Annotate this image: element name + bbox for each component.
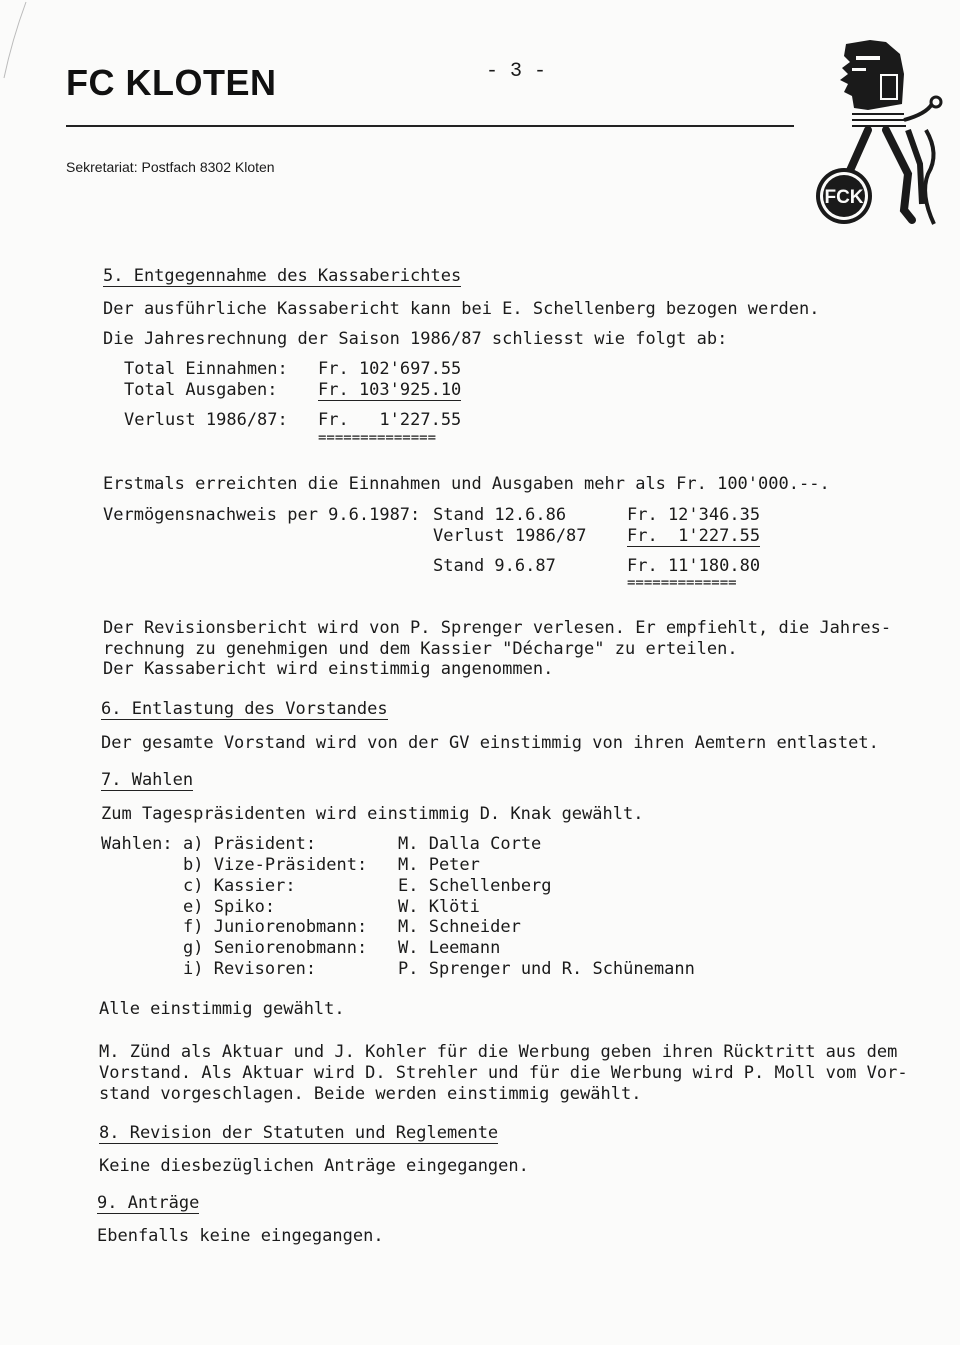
role-label: a) Präsident:: [183, 834, 317, 854]
section-9-heading: 9. Anträge: [97, 1193, 200, 1213]
s7-line-1: Zum Tagespräsidenten wird einstimmig D. Knak gewählt.: [101, 804, 644, 824]
s7-para-3: stand vorgeschlagen. Beide werden einstimmig gewählt.: [99, 1084, 642, 1104]
expense-label: Total Ausgaben:: [124, 380, 278, 400]
s5-line-3: Erstmals erreichten die Einnahmen und Ausgaben mehr als Fr. 100'000.--.: [103, 474, 830, 494]
page-number: - 3 -: [486, 60, 547, 83]
role-name: M. Dalla Corte: [398, 834, 542, 854]
alle-gewaehlt: Alle einstimmig gewählt.: [99, 999, 345, 1019]
stand-2-value: Fr. 11'180.80: [627, 556, 761, 576]
assets-label: Vermögensnachweis per 9.6.1987:: [103, 505, 421, 525]
loss-label: Verlust 1986/87:: [124, 410, 288, 430]
role-name: W. Leemann: [398, 938, 501, 958]
verlust-value: Fr. 1'227.55: [627, 526, 761, 546]
corner-mark: [0, 0, 30, 80]
income-label: Total Einnahmen:: [124, 359, 288, 379]
s6-line-1: Der gesamte Vorstand wird von der GV einstimmig von ihren Aemtern entlastet.: [101, 733, 879, 753]
double-rule-2: =============: [627, 575, 737, 591]
s5-line-1: Der ausführliche Kassabericht kann bei E. Schellenberg bezogen werden.: [103, 299, 820, 319]
role-name: E. Schellenberg: [398, 876, 552, 896]
stand-2-label: Stand 9.6.87: [433, 556, 556, 576]
role-label: g) Seniorenobmann:: [183, 938, 368, 958]
s7-para-2: Vorstand. Als Aktuar wird D. Strehler und für die Werbung wird P. Moll vom Vor-: [99, 1063, 908, 1083]
verlust-label: Verlust 1986/87: [433, 526, 587, 546]
role-label: b) Vize-Präsident:: [183, 855, 368, 875]
section-8-heading: 8. Revision der Statuten und Reglemente: [99, 1123, 499, 1143]
role-label: c) Kassier:: [183, 876, 296, 896]
role-name: W. Klöti: [398, 897, 480, 917]
header-rule: [66, 125, 794, 127]
secretariat-address: Sekretariat: Postfach 8302 Kloten: [66, 159, 275, 175]
section-6-heading: 6. Entlastung des Vorstandes: [101, 699, 388, 719]
club-name: FC KLOTEN: [66, 62, 277, 103]
expense-value: Fr. 103'925.10: [318, 380, 462, 400]
stand-1-label: Stand 12.6.86: [433, 505, 567, 525]
wahlen-label: Wahlen:: [101, 834, 173, 854]
s5-line-2: Die Jahresrechnung der Saison 1986/87 schliesst wie folgt ab:: [103, 329, 728, 349]
role-name: P. Sprenger und R. Schünemann: [398, 959, 695, 979]
income-value: Fr. 102'697.55: [318, 359, 462, 379]
revision-line-2: rechnung zu genehmigen und dem Kassier "Décharge" zu erteilen.: [103, 639, 738, 659]
section-5-heading: 5. Entgegennahme des Kassaberichtes: [103, 266, 462, 286]
fck-logo: [808, 34, 948, 234]
role-label: f) Juniorenobmann:: [183, 917, 368, 937]
s7-para-1: M. Zünd als Aktuar und J. Kohler für die Werbung geben ihren Rücktritt aus dem: [99, 1042, 898, 1062]
s8-line-1: Keine diesbezüglichen Anträge eingegangen.: [99, 1156, 529, 1176]
s9-line-1: Ebenfalls keine eingegangen.: [97, 1226, 384, 1246]
logo-fck-text: FCK: [824, 187, 864, 208]
stand-1-value: Fr. 12'346.35: [627, 505, 761, 525]
role-label: i) Revisoren:: [183, 959, 317, 979]
role-name: M. Schneider: [398, 917, 521, 937]
revision-line-3: Der Kassabericht wird einstimmig angenommen.: [103, 659, 554, 679]
role-label: e) Spiko:: [183, 897, 276, 917]
section-7-heading: 7. Wahlen: [101, 770, 194, 790]
loss-value: Fr. 1'227.55: [318, 410, 462, 430]
double-rule-1: ==============: [318, 430, 437, 446]
role-name: M. Peter: [398, 855, 480, 875]
revision-line-1: Der Revisionsbericht wird von P. Sprenger verlesen. Er empfiehlt, die Jahres-: [103, 618, 892, 638]
